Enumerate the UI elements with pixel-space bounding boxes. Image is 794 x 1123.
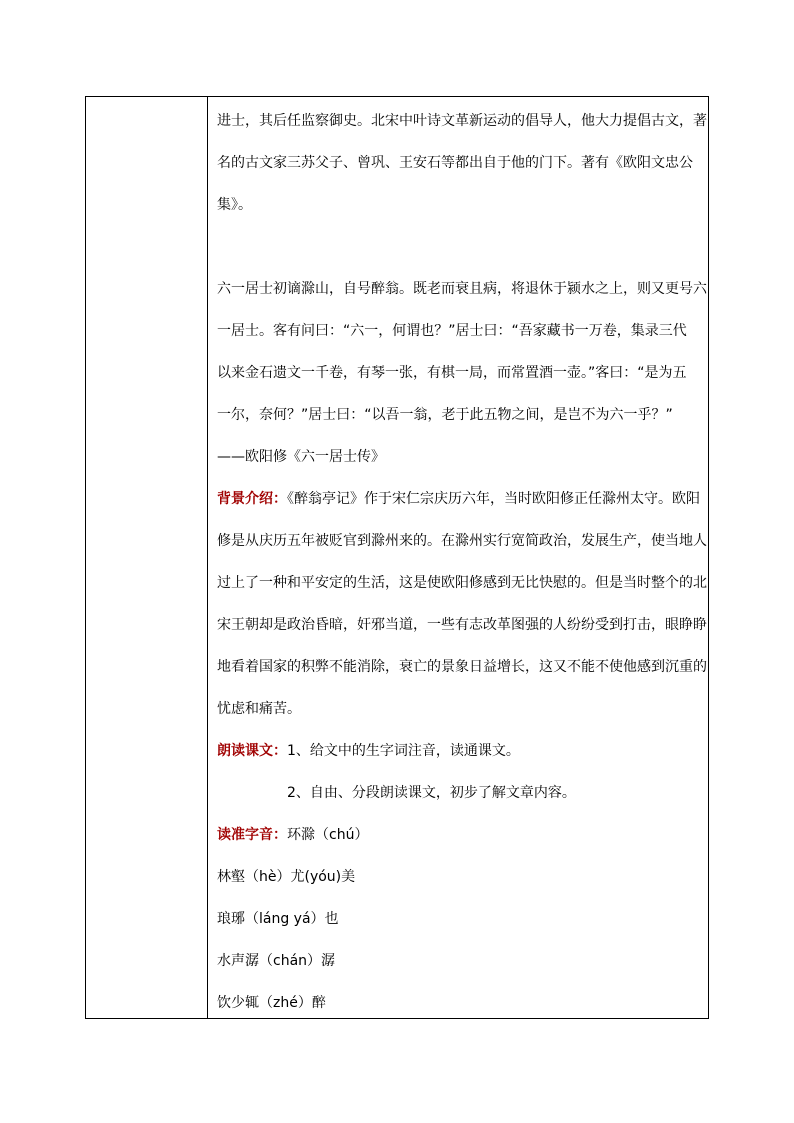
quote-line: 以来金石遗文一千卷，有琴一张，有棋一局，而常置酒一壶。”客曰：“是为五: [217, 365, 687, 381]
pronunciation-item: 林壑（hè）尤(yóu)美: [217, 869, 356, 885]
reading-label: 朗读课文：: [217, 743, 287, 759]
pronunciation-item: 水声潺（chán）潺: [217, 953, 336, 969]
intro-line: 进士，其后任监察御史。北宋中叶诗文革新运动的倡导人，他大力提倡古文，著: [217, 113, 707, 129]
background-first-line: [217, 489, 700, 509]
pronunciation-first-line: [217, 825, 368, 845]
pronunciation-label: 读准字音：: [217, 827, 287, 843]
background-label: 背景介绍：: [217, 491, 287, 507]
quote-attribution: ——欧阳修《六一居士传》: [217, 449, 385, 465]
reading-item: 2、自由、分段朗读课文，初步了解文章内容。: [287, 785, 576, 801]
pronunciation-item: 饮少辄（zhé）醉: [217, 995, 326, 1011]
background-line: 地看着国家的积弊不能消除，衰亡的景象日益增长，这又不能不使他感到沉重的: [217, 659, 707, 675]
background-line: 忧虑和痛苦。: [217, 701, 301, 717]
reading-first-line: [217, 741, 520, 761]
background-line: 《醉翁亭记》作于宋仁宗庆历六年，当时欧阳修正任滁州太守。欧阳: [287, 491, 700, 507]
reading-item: 1、给文中的生字词注音，读通课文。: [287, 743, 520, 759]
background-line: 修是从庆历五年被贬官到滁州来的。在滁州实行宽简政治，发展生产，使当地人: [217, 533, 707, 549]
column-divider: [207, 97, 208, 1018]
pronunciation-item: 琅琊（láng yá）也: [217, 911, 339, 927]
background-line: 过上了一种和平安定的生活，这是使欧阳修感到无比快慰的。但是当时整个的北: [217, 575, 707, 591]
intro-line: 名的古文家三苏父子、曾巩、王安石等都出自于他的门下。著有《欧阳文忠公: [217, 155, 693, 171]
quote-line: 一尔，奈何？”居士曰：“以吾一翁，老于此五物之间，是岂不为六一乎？”: [217, 407, 673, 423]
pronunciation-item: 环滁（chú）: [287, 827, 369, 843]
background-line: 宋王朝却是政治昏暗，奸邪当道，一些有志改革图强的人纷纷受到打击，眼睁睁: [217, 617, 707, 633]
intro-line: 集》。: [217, 197, 252, 213]
quote-line: 一居士。客有问曰：“六一，何谓也？”居士曰：“吾家藏书一万卷，集录三代: [217, 323, 687, 339]
lesson-table: [85, 96, 709, 1019]
quote-line: 六一居士初谪滁山，自号醉翁。既老而衰且病，将退休于颍水之上，则又更号六: [217, 281, 707, 297]
